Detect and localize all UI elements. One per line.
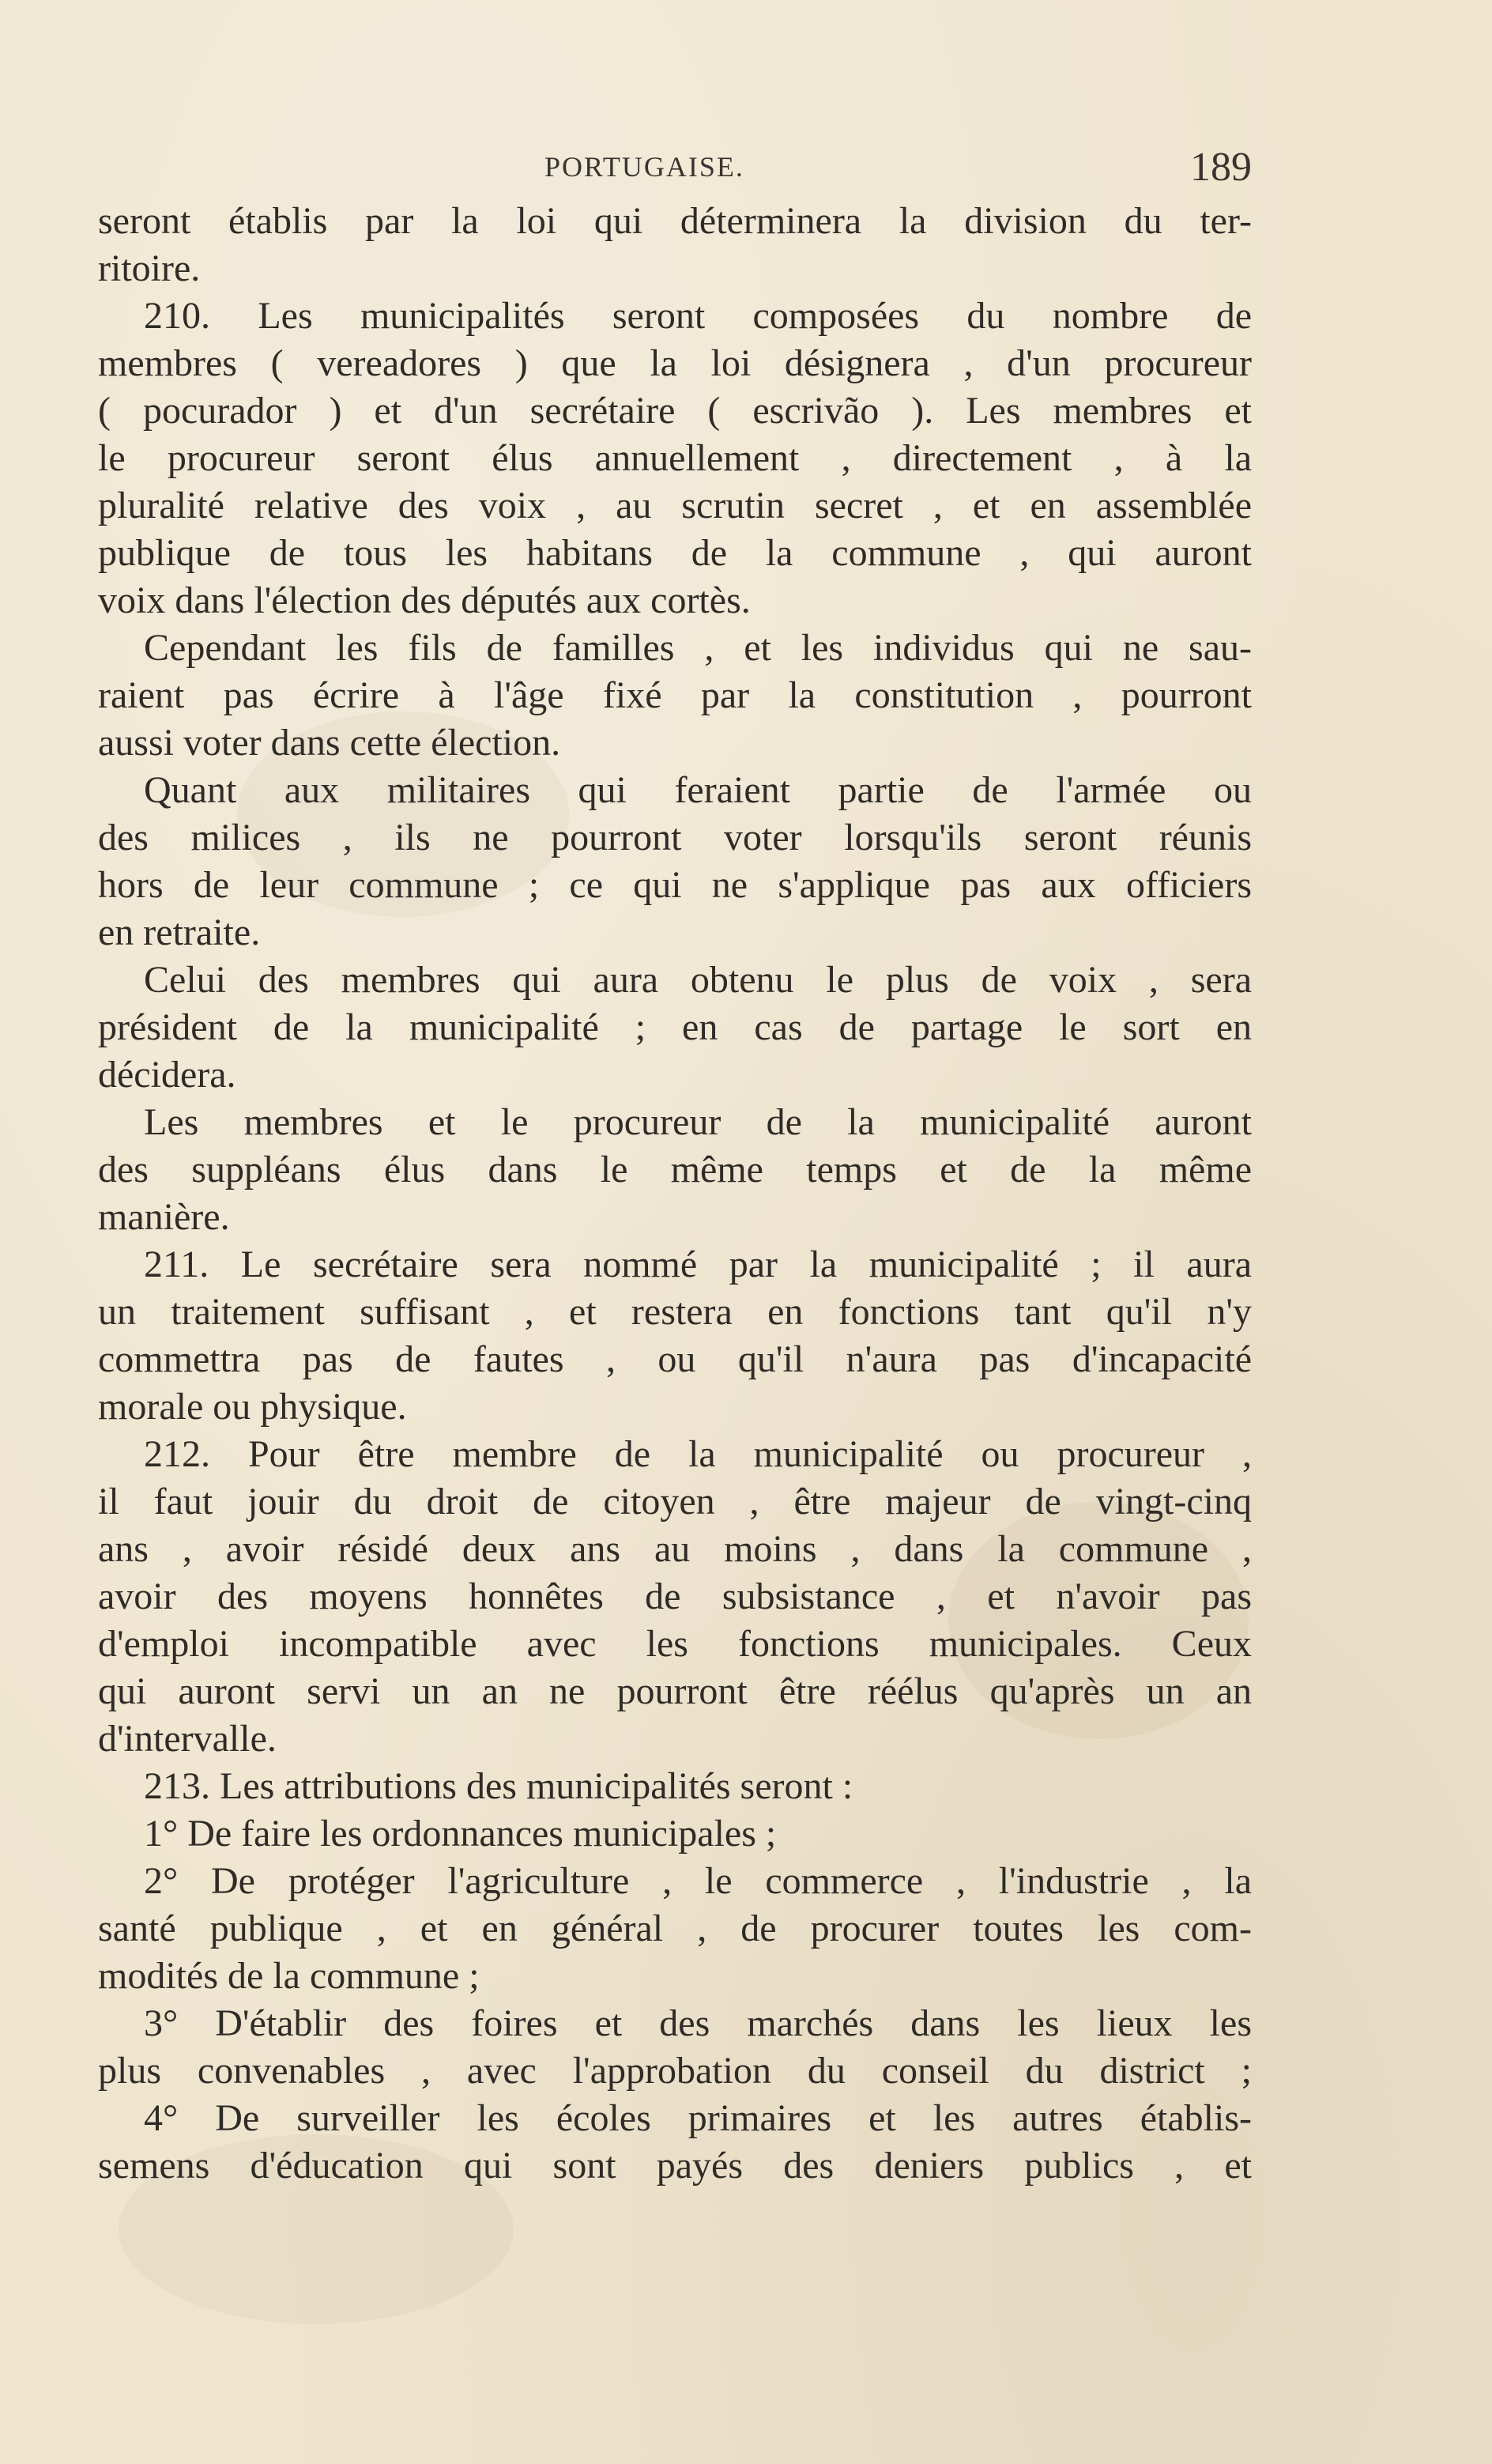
text-line: qui auront servi un an ne pourront être réélus qu'après un an bbox=[98, 1670, 1252, 1712]
text-line: 212. Pour être membre de la municipalité ou procureur , bbox=[144, 1433, 1252, 1475]
text-line: raient pas écrire à l'âge fixé par la constitution , pourront bbox=[98, 674, 1252, 716]
text-line: Les membres et le procureur de la municipalité auront bbox=[144, 1101, 1252, 1143]
text-line: aussi voter dans cette élection. bbox=[98, 722, 561, 764]
text-line: Cependant les fils de familles , et les individus qui ne sau- bbox=[144, 627, 1252, 669]
text-line: 4° De surveiller les écoles primaires et les autres établis- bbox=[144, 2097, 1252, 2139]
text-line: ans , avoir résidé deux ans au moins , dans la commune , bbox=[98, 1528, 1252, 1570]
page-header bbox=[98, 144, 1252, 199]
text-line: le procureur seront élus annuellement , directement , à la bbox=[98, 437, 1252, 479]
text-line: 211. Le secrétaire sera nommé par la municipalité ; il aura bbox=[144, 1243, 1252, 1285]
text-line: commettra pas de fautes , ou qu'il n'aura pas d'incapacité bbox=[98, 1338, 1252, 1380]
text-line: 1° De faire les ordonnances municipales ; bbox=[144, 1813, 777, 1855]
text-line: Celui des membres qui aura obtenu le plus de voix , sera bbox=[144, 959, 1252, 1001]
text-line: 3° D'établir des foires et des marchés dans les lieux les bbox=[144, 2002, 1252, 2044]
text-line: pluralité relative des voix , au scrutin secret , et en assemblée bbox=[98, 485, 1252, 526]
text-line: président de la municipalité ; en cas de partage le sort en bbox=[98, 1006, 1252, 1048]
text-line: en retraite. bbox=[98, 911, 261, 953]
text-line: seront établis par la loi qui déterminera la division du ter- bbox=[98, 200, 1252, 242]
text-line: morale ou physique. bbox=[98, 1386, 407, 1428]
text-line: ( pocurador ) et d'un secrétaire ( escrivão ). Les membres et bbox=[98, 390, 1252, 432]
text-line: manière. bbox=[98, 1196, 230, 1238]
body-text bbox=[98, 198, 1252, 2190]
text-line: membres ( vereadores ) que la loi désignera , d'un procureur bbox=[98, 342, 1252, 384]
text-line: semens d'éducation qui sont payés des deniers publics , et bbox=[98, 2145, 1252, 2187]
text-line: un traitement suffisant , et restera en fonctions tant qu'il n'y bbox=[98, 1291, 1252, 1333]
text-line: d'emploi incompatible avec les fonctions municipales. Ceux bbox=[98, 1623, 1252, 1665]
text-line: 2° De protéger l'agriculture , le commerce , l'industrie , la bbox=[144, 1860, 1252, 1902]
text-line: voix dans l'élection des députés aux cortès. bbox=[98, 579, 751, 621]
text-line: décidera. bbox=[98, 1054, 236, 1096]
text-line: 210. Les municipalités seront composées du nombre de bbox=[144, 295, 1252, 337]
text-line: 213. Les attributions des municipalités seront : bbox=[144, 1765, 853, 1807]
text-line: modités de la commune ; bbox=[98, 1955, 480, 1997]
text-line: des suppléans élus dans le même temps et de la même bbox=[98, 1149, 1252, 1190]
text-line: publique de tous les habitans de la commune , qui auront bbox=[98, 532, 1252, 574]
page-number: 189 bbox=[1190, 145, 1252, 190]
text-line: plus convenables , avec l'approbation du conseil du district ; bbox=[98, 2050, 1252, 2092]
text-line: ritoire. bbox=[98, 247, 201, 289]
text-line: Quant aux militaires qui feraient partie de l'armée ou bbox=[144, 769, 1252, 811]
text-line: d'intervalle. bbox=[98, 1718, 277, 1760]
text-line: avoir des moyens honnêtes de subsistance , et n'avoir pas bbox=[98, 1575, 1252, 1617]
text-line: des milices , ils ne pourront voter lorsqu'ils seront réunis bbox=[98, 817, 1252, 858]
text-line: hors de leur commune ; ce qui ne s'applique pas aux officiers bbox=[98, 864, 1252, 906]
text-line: santé publique , et en général , de procurer toutes les com- bbox=[98, 1907, 1252, 1949]
running-title: PORTUGAISE. bbox=[544, 151, 744, 183]
text-line: il faut jouir du droit de citoyen , être majeur de vingt-cinq bbox=[98, 1481, 1252, 1523]
